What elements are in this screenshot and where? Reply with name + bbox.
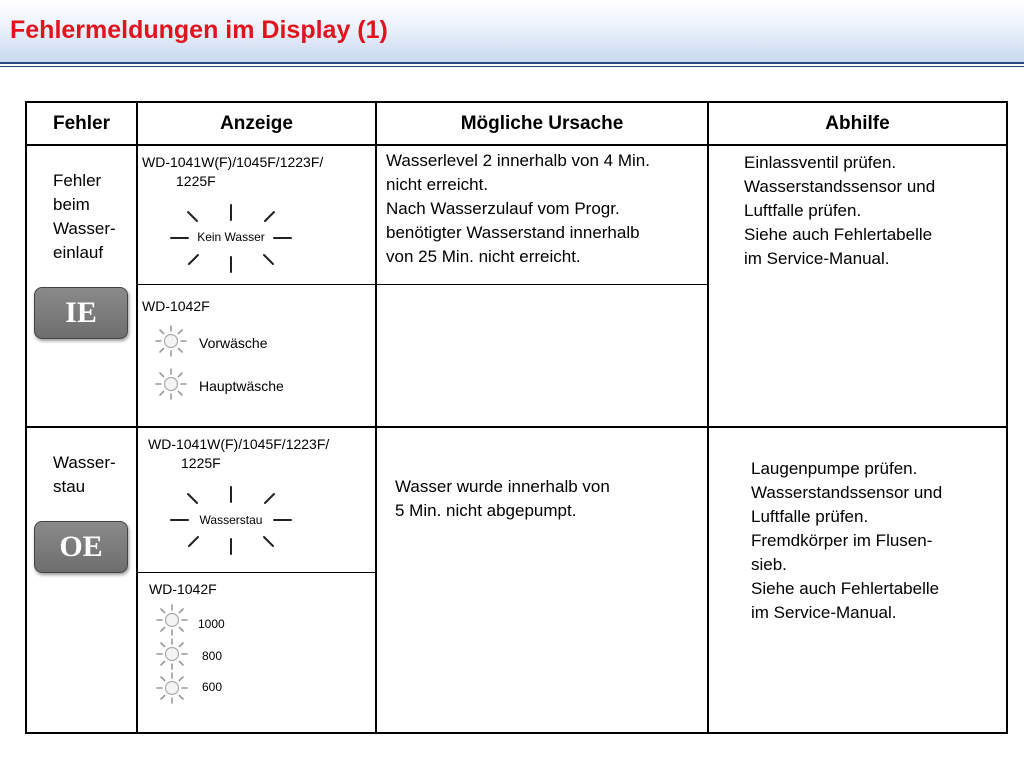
remedy-text: Laugenpumpe prüfen. Wasserstandssensor und Luftfalle prüfen. Fremdkörper im Flusen- sieb. Siehe auch Fehlertabelle im Service-Manual. bbox=[751, 459, 943, 622]
header-divider bbox=[25, 144, 1008, 146]
indicator-label: Wasserstau bbox=[199, 513, 263, 527]
header-anzeige: Anzeige bbox=[220, 113, 293, 134]
lamp-label: 800 bbox=[202, 649, 223, 663]
lamp-label: 600 bbox=[202, 680, 223, 694]
table-border-top bbox=[25, 101, 1008, 103]
column-divider-2 bbox=[375, 101, 377, 734]
lamp-icon bbox=[156, 604, 188, 636]
subrow-divider-2 bbox=[137, 572, 377, 573]
lamp-icon bbox=[155, 325, 187, 357]
column-divider-3 bbox=[707, 101, 709, 734]
cause-text: Wasserlevel 2 innerhalb von 4 Min. nicht erreicht. Nach Wasserzulauf vom Progr. benötigter Wasserstand innerhalb von 25 Min. nicht erreicht. bbox=[386, 151, 650, 266]
lamp-icon bbox=[155, 368, 187, 400]
error-name: Fehler beim Wasser- einlauf bbox=[53, 171, 116, 262]
lamp-icon bbox=[156, 638, 188, 670]
lamp-label: 1000 bbox=[198, 617, 225, 631]
header-ursache: Mögliche Ursache bbox=[460, 113, 624, 134]
table-border-right bbox=[1006, 101, 1008, 734]
title-rule-thin bbox=[0, 66, 1024, 67]
cause-text: Wasser wurde innerhalb von 5 Min. nicht abgepumpt. bbox=[395, 477, 610, 520]
display-model-label: WD-1042F bbox=[142, 298, 210, 314]
title-rule bbox=[0, 62, 1024, 64]
table-border-left bbox=[25, 101, 27, 734]
display-model-label: WD-1042F bbox=[149, 581, 217, 597]
error-code-badge-oe: OE bbox=[34, 521, 128, 573]
remedy-text: Einlassventil prüfen. Wasserstandssensor und Luftfalle prüfen. Siehe auch Fehlertabelle im Service-Manual. bbox=[744, 153, 936, 268]
lamp-label: Vorwäsche bbox=[199, 335, 268, 351]
display-model-label: WD-1041W(F)/1045F/1223F/ 1225F bbox=[148, 436, 330, 471]
header-abhilfe: Abhilfe bbox=[825, 113, 890, 134]
slide-title: Fehlermeldungen im Display (1) bbox=[10, 16, 388, 44]
error-name: Wasser- stau bbox=[53, 453, 116, 496]
indicator-label: Kein Wasser bbox=[197, 230, 265, 244]
column-divider-1 bbox=[136, 101, 138, 734]
lamp-label: Hauptwäsche bbox=[199, 378, 284, 394]
lamp-icon bbox=[156, 672, 188, 704]
header-fehler: Fehler bbox=[52, 113, 111, 134]
error-code-badge-ie: IE bbox=[34, 287, 128, 339]
table-border-bottom bbox=[25, 732, 1008, 734]
display-model-label: WD-1041W(F)/1045F/1223F/ 1225F bbox=[142, 154, 324, 189]
subrow-divider-1 bbox=[137, 284, 709, 285]
row-divider bbox=[25, 426, 1008, 428]
